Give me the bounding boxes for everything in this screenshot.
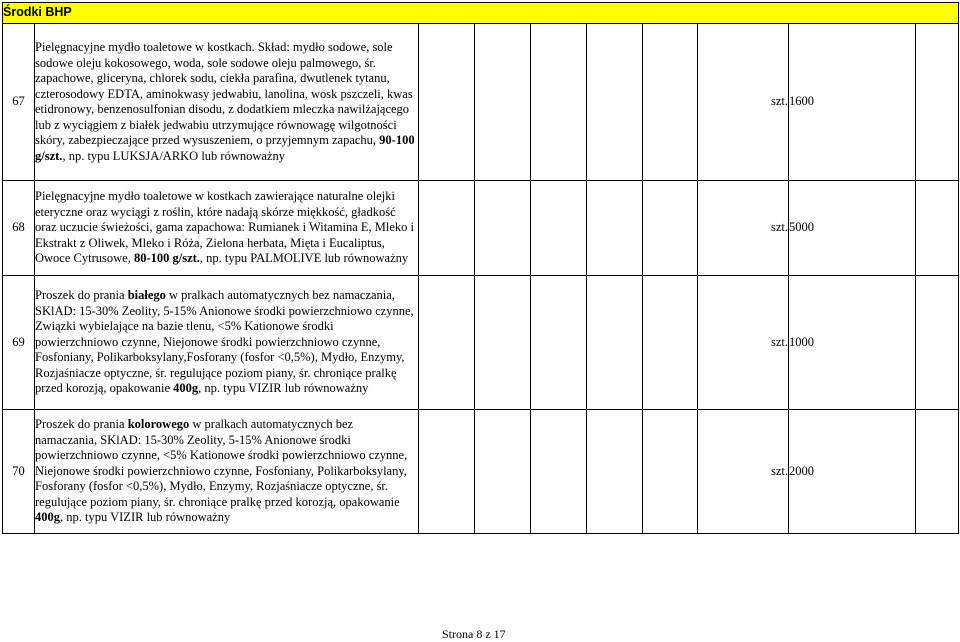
empty-cell [916, 410, 959, 534]
description-bold-run: 80-100 g/szt. [133, 251, 200, 266]
description-run: w pralkach automatycznych bez namaczania, SKlAD: 15-30% Zeolity, 5-15% Anionowe środki powierzchniowo czynne, <5% Kationowe środki powierzchniowo czynne, Niejonowe środki powierzchniowo czynne, Fosfoniany, Polikarboksylany, Fosforany (fosfor <0,5%), Mydło, Enzymy, Rozjaśniacze optyczne, śr. regulujące poziom piany, śr. chroniące pralkę przed korozją, opakowanie [35, 417, 408, 509]
row-quantity: 5000 [789, 181, 916, 276]
empty-cell [643, 181, 698, 276]
description-run: Pielęgnacyjne mydło toaletowe w kostkach. Skład: mydło sodowe, sole sodowe oleju kokosowego, woda, sole sodowe oleju palmowego, śr. zapachowe, gliceryna, chlorek sodu, ciekła parafina, dwutlenek tytanu, czterosodowy EDTA, aminokwasy jedwabiu, lanolina, wosk pszczeli, kwas etidronowy, benzenosulfonian disodu, z dodatkiem mleczka nawilżającego lub z wyciągiem z białek jedwabiu utrzymujące równowagę wilgotności skóry, zabezpieczające przed wysuszeniem, o przyjemnym zapachu, [35, 40, 413, 147]
empty-cell [643, 276, 698, 410]
row-quantity: 1000 [789, 276, 916, 410]
desc-text [35, 189, 418, 267]
empty-cell [587, 410, 643, 534]
desc-text [35, 40, 418, 164]
empty-cell [475, 181, 531, 276]
empty-cell [419, 24, 475, 181]
row-description [35, 24, 419, 181]
description-bold-run: 400g [35, 510, 60, 525]
desc-text [35, 288, 418, 397]
table-row [3, 276, 959, 410]
table-row [3, 24, 959, 181]
page-number: Strona 8 z 17 [442, 627, 506, 641]
empty-cell [475, 276, 531, 410]
row-quantity: 2000 [789, 410, 916, 534]
row-unit: szt. [698, 276, 789, 410]
description-bold-run: białego [127, 288, 166, 303]
empty-cell [643, 410, 698, 534]
description-bold-run: 90-100 g/szt. [35, 133, 415, 163]
description-run: Pielęgnacyjne mydło toaletowe w kostkach zawierające naturalne olejki eteryczne oraz wyciągi z roślin, które nadają skórze miękkość, gładkość oraz uczucie świeżości, gama zapachowa: Rumianek i Witamina E, Mleko i Ekstrakt z Oliwek, Mleko i Róża, Zielona herbata, Mięta i Eucaliptus, Owoce Cytrusowe, [35, 189, 414, 266]
table-row [3, 181, 959, 276]
table-row [3, 410, 959, 534]
description-run: w pralkach automatycznych bez namaczania, SKlAD: 15-30% Zeolity, 5-15% Anionowe środki powierzchniowo czynne, Związki wybielające na bazie tlenu, <5% Kationowe środki powierzchniowo czynne, Niejonowe środki powierzchniowo czynne, Fosfoniany, Polikarboksylany,Fosforany (fosfor <0,5%), Mydło, Enzymy, Rozjaśniacze optyczne, śr. regulujące poziom piany, śr. chroniące pralkę przed korozją, opakowanie [35, 288, 414, 396]
empty-cell [587, 276, 643, 410]
row-description [35, 276, 419, 410]
desc-text [35, 417, 418, 526]
description-run: Proszek do prania [35, 288, 128, 303]
empty-cell [916, 276, 959, 410]
empty-cell [531, 276, 587, 410]
description-run: , np. typu LUKSJA/ARKO lub równoważny [62, 148, 285, 163]
empty-cell [475, 24, 531, 181]
row-unit: szt. [698, 410, 789, 534]
description-run: , np. typu PALMOLIVE lub równoważny [199, 251, 409, 266]
empty-cell [531, 24, 587, 181]
row-description [35, 181, 419, 276]
empty-cell [916, 24, 959, 181]
section-header-row [3, 3, 959, 24]
description-run: Proszek do prania [35, 417, 128, 432]
row-number: 68 [3, 181, 35, 276]
empty-cell [643, 24, 698, 181]
description-run: , np. typu VIZIR lub równoważny [60, 510, 231, 525]
row-unit: szt. [698, 24, 789, 181]
row-number: 67 [3, 24, 35, 181]
description-run: , np. typu VIZIR lub równoważny [198, 381, 369, 396]
section-title: Środki BHP [3, 3, 959, 24]
empty-cell [916, 181, 959, 276]
row-number: 69 [3, 276, 35, 410]
row-description [35, 410, 419, 534]
description-bold-run: kolorowego [127, 417, 190, 432]
row-unit: szt. [698, 181, 789, 276]
empty-cell [475, 410, 531, 534]
empty-cell [587, 181, 643, 276]
description-bold-run: 400g [173, 381, 199, 396]
empty-cell [419, 410, 475, 534]
empty-cell [587, 24, 643, 181]
products-table [2, 2, 959, 534]
empty-cell [531, 181, 587, 276]
empty-cell [419, 181, 475, 276]
row-quantity: 1600 [789, 24, 916, 181]
row-number: 70 [3, 410, 35, 534]
empty-cell [531, 410, 587, 534]
empty-cell [419, 276, 475, 410]
